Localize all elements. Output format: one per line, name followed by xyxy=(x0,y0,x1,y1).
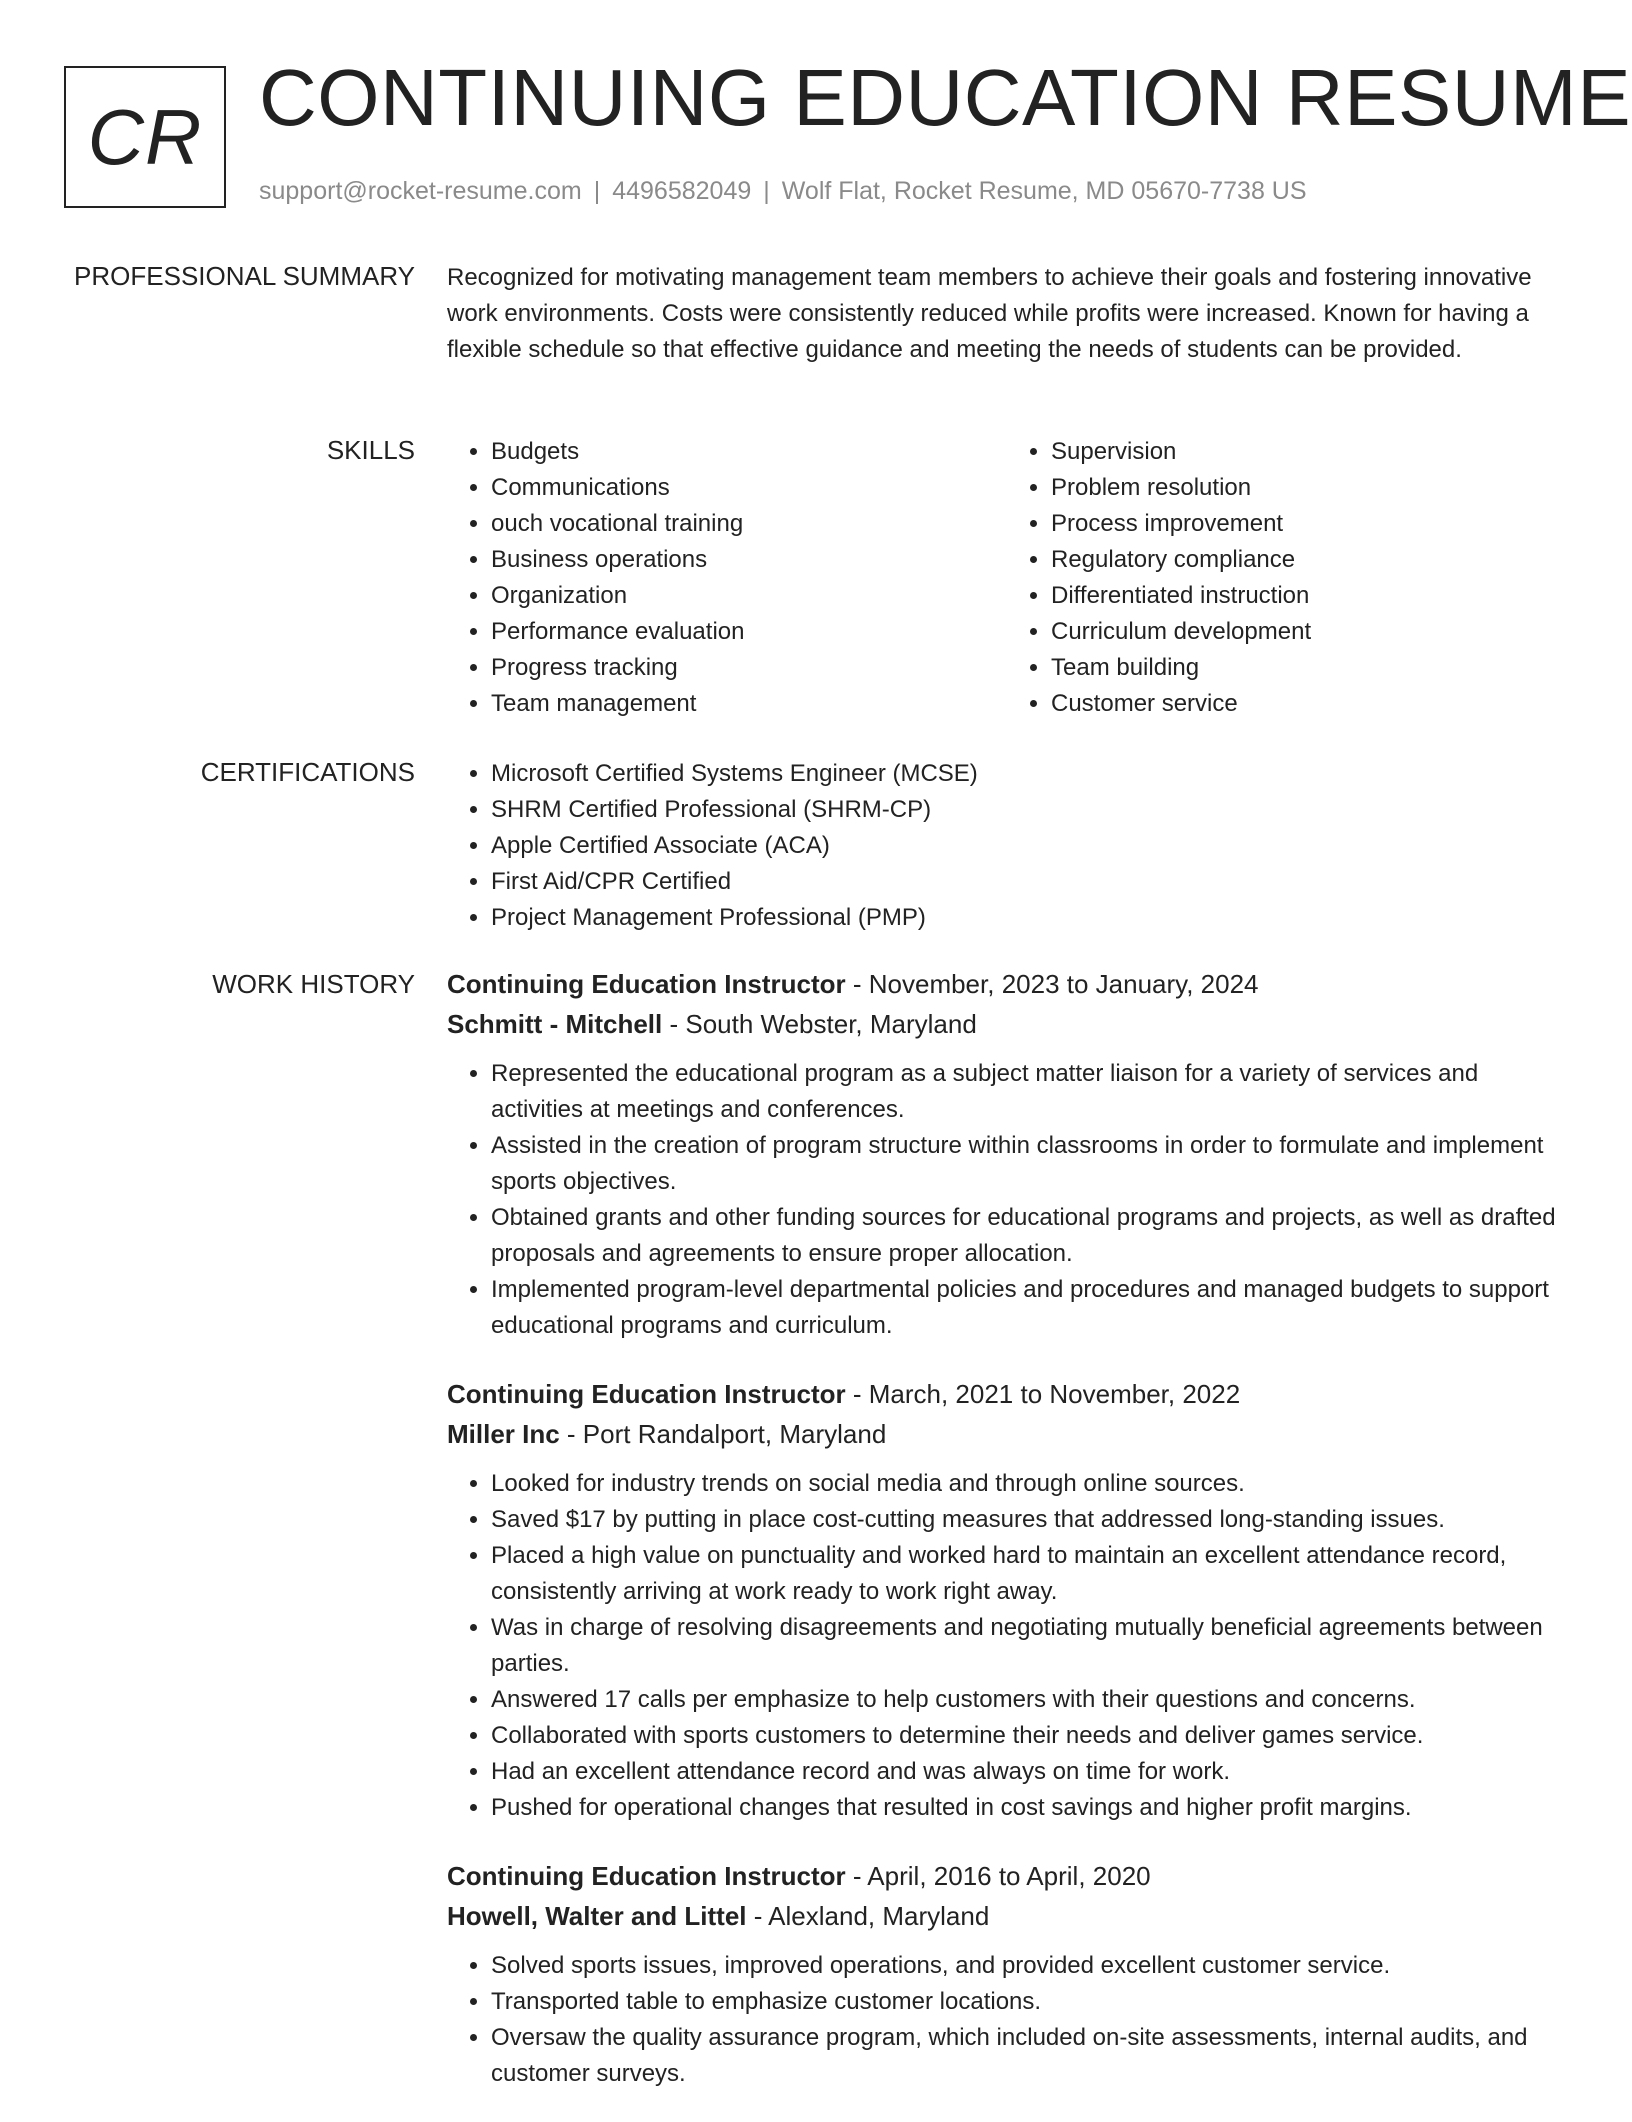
job-dates: - April, 2016 to April, 2020 xyxy=(845,1861,1151,1891)
job-bullet: • Implemented program-level departmental policies and procedures and managed budgets to support educational programs and curriculum. xyxy=(491,1272,1567,1344)
job-bullet: • Transported table to emphasize customer locations. xyxy=(491,1984,1567,2020)
skill-item: • Communications xyxy=(491,470,1007,506)
skill-item: • Curriculum development xyxy=(1051,614,1567,650)
skill-item: • Problem resolution xyxy=(1051,470,1567,506)
certification-item: • First Aid/CPR Certified xyxy=(491,864,1567,900)
job-bullet: • Assisted in the creation of program structure within classrooms in order to formulate and implement sports objectives. xyxy=(491,1128,1567,1200)
skill-item: • Team management xyxy=(491,686,1007,722)
contact-line xyxy=(259,176,1307,206)
contact-address: Wolf Flat, Rocket Resume, MD 05670-7738 US xyxy=(781,177,1307,205)
job-bullets xyxy=(447,1948,1567,2092)
skill-item: • Progress tracking xyxy=(491,650,1007,686)
job-bullet: • Oversaw the quality assurance program, which included on-site assessments, internal audits, and customer surveys. xyxy=(491,2020,1567,2092)
certification-item: • Project Management Professional (PMP) xyxy=(491,900,1567,936)
skill-item: • Team building xyxy=(1051,650,1567,686)
skill-item: • Process improvement xyxy=(1051,506,1567,542)
skills-grid xyxy=(447,434,1567,722)
work-history-body xyxy=(447,964,1567,2122)
skill-item: • Organization xyxy=(491,578,1007,614)
skill-item: • Regulatory compliance xyxy=(1051,542,1567,578)
skill-item: • Supervision xyxy=(1051,434,1567,470)
contact-email: support@rocket-resume.com xyxy=(259,177,582,205)
certification-item: • Apple Certified Associate (ACA) xyxy=(491,828,1567,864)
certifications-body xyxy=(447,756,1567,936)
job-title-line xyxy=(447,1374,1567,1414)
job-bullet: • Collaborated with sports customers to determine their needs and deliver games service. xyxy=(491,1718,1567,1754)
job-entry xyxy=(447,1856,1567,2092)
skill-item: • Performance evaluation xyxy=(491,614,1007,650)
job-entry xyxy=(447,964,1567,1344)
summary-text: Recognized for motivating management team members to achieve their goals and fostering innovative work environments. Costs were consistently reduced while profits were increased. Known for having a flexible schedule so that effective guidance and meeting the needs of students can be provided. xyxy=(447,264,1532,363)
skills-heading: SKILLS xyxy=(326,435,415,465)
certification-item: • Microsoft Certified Systems Engineer (MCSE) xyxy=(491,756,1567,792)
job-bullet: • Looked for industry trends on social media and through online sources. xyxy=(491,1466,1567,1502)
job-bullet: • Placed a high value on punctuality and worked hard to maintain an excellent attendance record, consistently arriving at work ready to work right away. xyxy=(491,1538,1567,1610)
skill-item: • ouch vocational training xyxy=(491,506,1007,542)
contact-separator: | xyxy=(593,177,601,205)
job-bullet: • Solved sports issues, improved operations, and provided excellent customer service. xyxy=(491,1948,1567,1984)
contact-separator: | xyxy=(763,177,770,205)
job-location: - South Webster, Maryland xyxy=(662,1009,977,1039)
contact-phone: 4496582049 xyxy=(612,177,752,205)
job-company-line xyxy=(447,1414,1567,1454)
job-location: - Alexland, Maryland xyxy=(746,1901,990,1931)
job-company-line xyxy=(447,1896,1567,1936)
summary-body xyxy=(447,260,1567,368)
job-title-line xyxy=(447,964,1567,1004)
page-title: CONTINUING EDUCATION RESUME xyxy=(259,53,1632,142)
job-entry xyxy=(447,1374,1567,1826)
skill-item: • Differentiated instruction xyxy=(1051,578,1567,614)
certification-item: • SHRM Certified Professional (SHRM-CP) xyxy=(491,792,1567,828)
summary-heading: PROFESSIONAL SUMMARY xyxy=(74,261,415,291)
work-history-heading: WORK HISTORY xyxy=(212,969,415,999)
job-bullet: • Saved $17 by putting in place cost-cutting measures that addressed long-standing issues. xyxy=(491,1502,1567,1538)
job-title: Continuing Education Instructor xyxy=(447,1861,846,1891)
skills-list-left xyxy=(447,434,1007,722)
job-dates: - November, 2023 to January, 2024 xyxy=(845,969,1259,999)
job-bullet: • Had an excellent attendance record and was always on time for work. xyxy=(491,1754,1567,1790)
job-company: Schmitt - Mitchell xyxy=(447,1009,663,1039)
skills-list-right xyxy=(1007,434,1567,722)
job-company: Howell, Walter and Littel xyxy=(447,1901,747,1931)
job-dates: - March, 2021 to November, 2022 xyxy=(845,1379,1241,1409)
job-bullet: • Pushed for operational changes that resulted in cost savings and higher profit margins. xyxy=(491,1790,1567,1826)
skills-body xyxy=(447,434,1567,722)
job-bullets xyxy=(447,1056,1567,1344)
job-bullet: • Represented the educational program as a subject matter liaison for a variety of services and activities at meetings and conferences. xyxy=(491,1056,1567,1128)
job-company: Miller Inc xyxy=(447,1419,560,1449)
certifications-list xyxy=(447,756,1567,936)
skill-item: • Budgets xyxy=(491,434,1007,470)
skill-item: • Customer service xyxy=(1051,686,1567,722)
job-title-line xyxy=(447,1856,1567,1896)
job-bullet: • Obtained grants and other funding sources for educational programs and projects, as well as drafted proposals and agreements to ensure proper allocation. xyxy=(491,1200,1567,1272)
job-bullet: • Was in charge of resolving disagreements and negotiating mutually beneficial agreements between parties. xyxy=(491,1610,1567,1682)
job-title: Continuing Education Instructor xyxy=(447,1379,846,1409)
job-bullets xyxy=(447,1466,1567,1826)
job-bullet: • Answered 17 calls per emphasize to help customers with their questions and concerns. xyxy=(491,1682,1567,1718)
monogram-logo: CR xyxy=(64,66,226,208)
skill-item: • Business operations xyxy=(491,542,1007,578)
certifications-heading: CERTIFICATIONS xyxy=(200,757,415,787)
job-company-line xyxy=(447,1004,1567,1044)
job-location: - Port Randalport, Maryland xyxy=(559,1419,887,1449)
job-title: Continuing Education Instructor xyxy=(447,969,846,999)
